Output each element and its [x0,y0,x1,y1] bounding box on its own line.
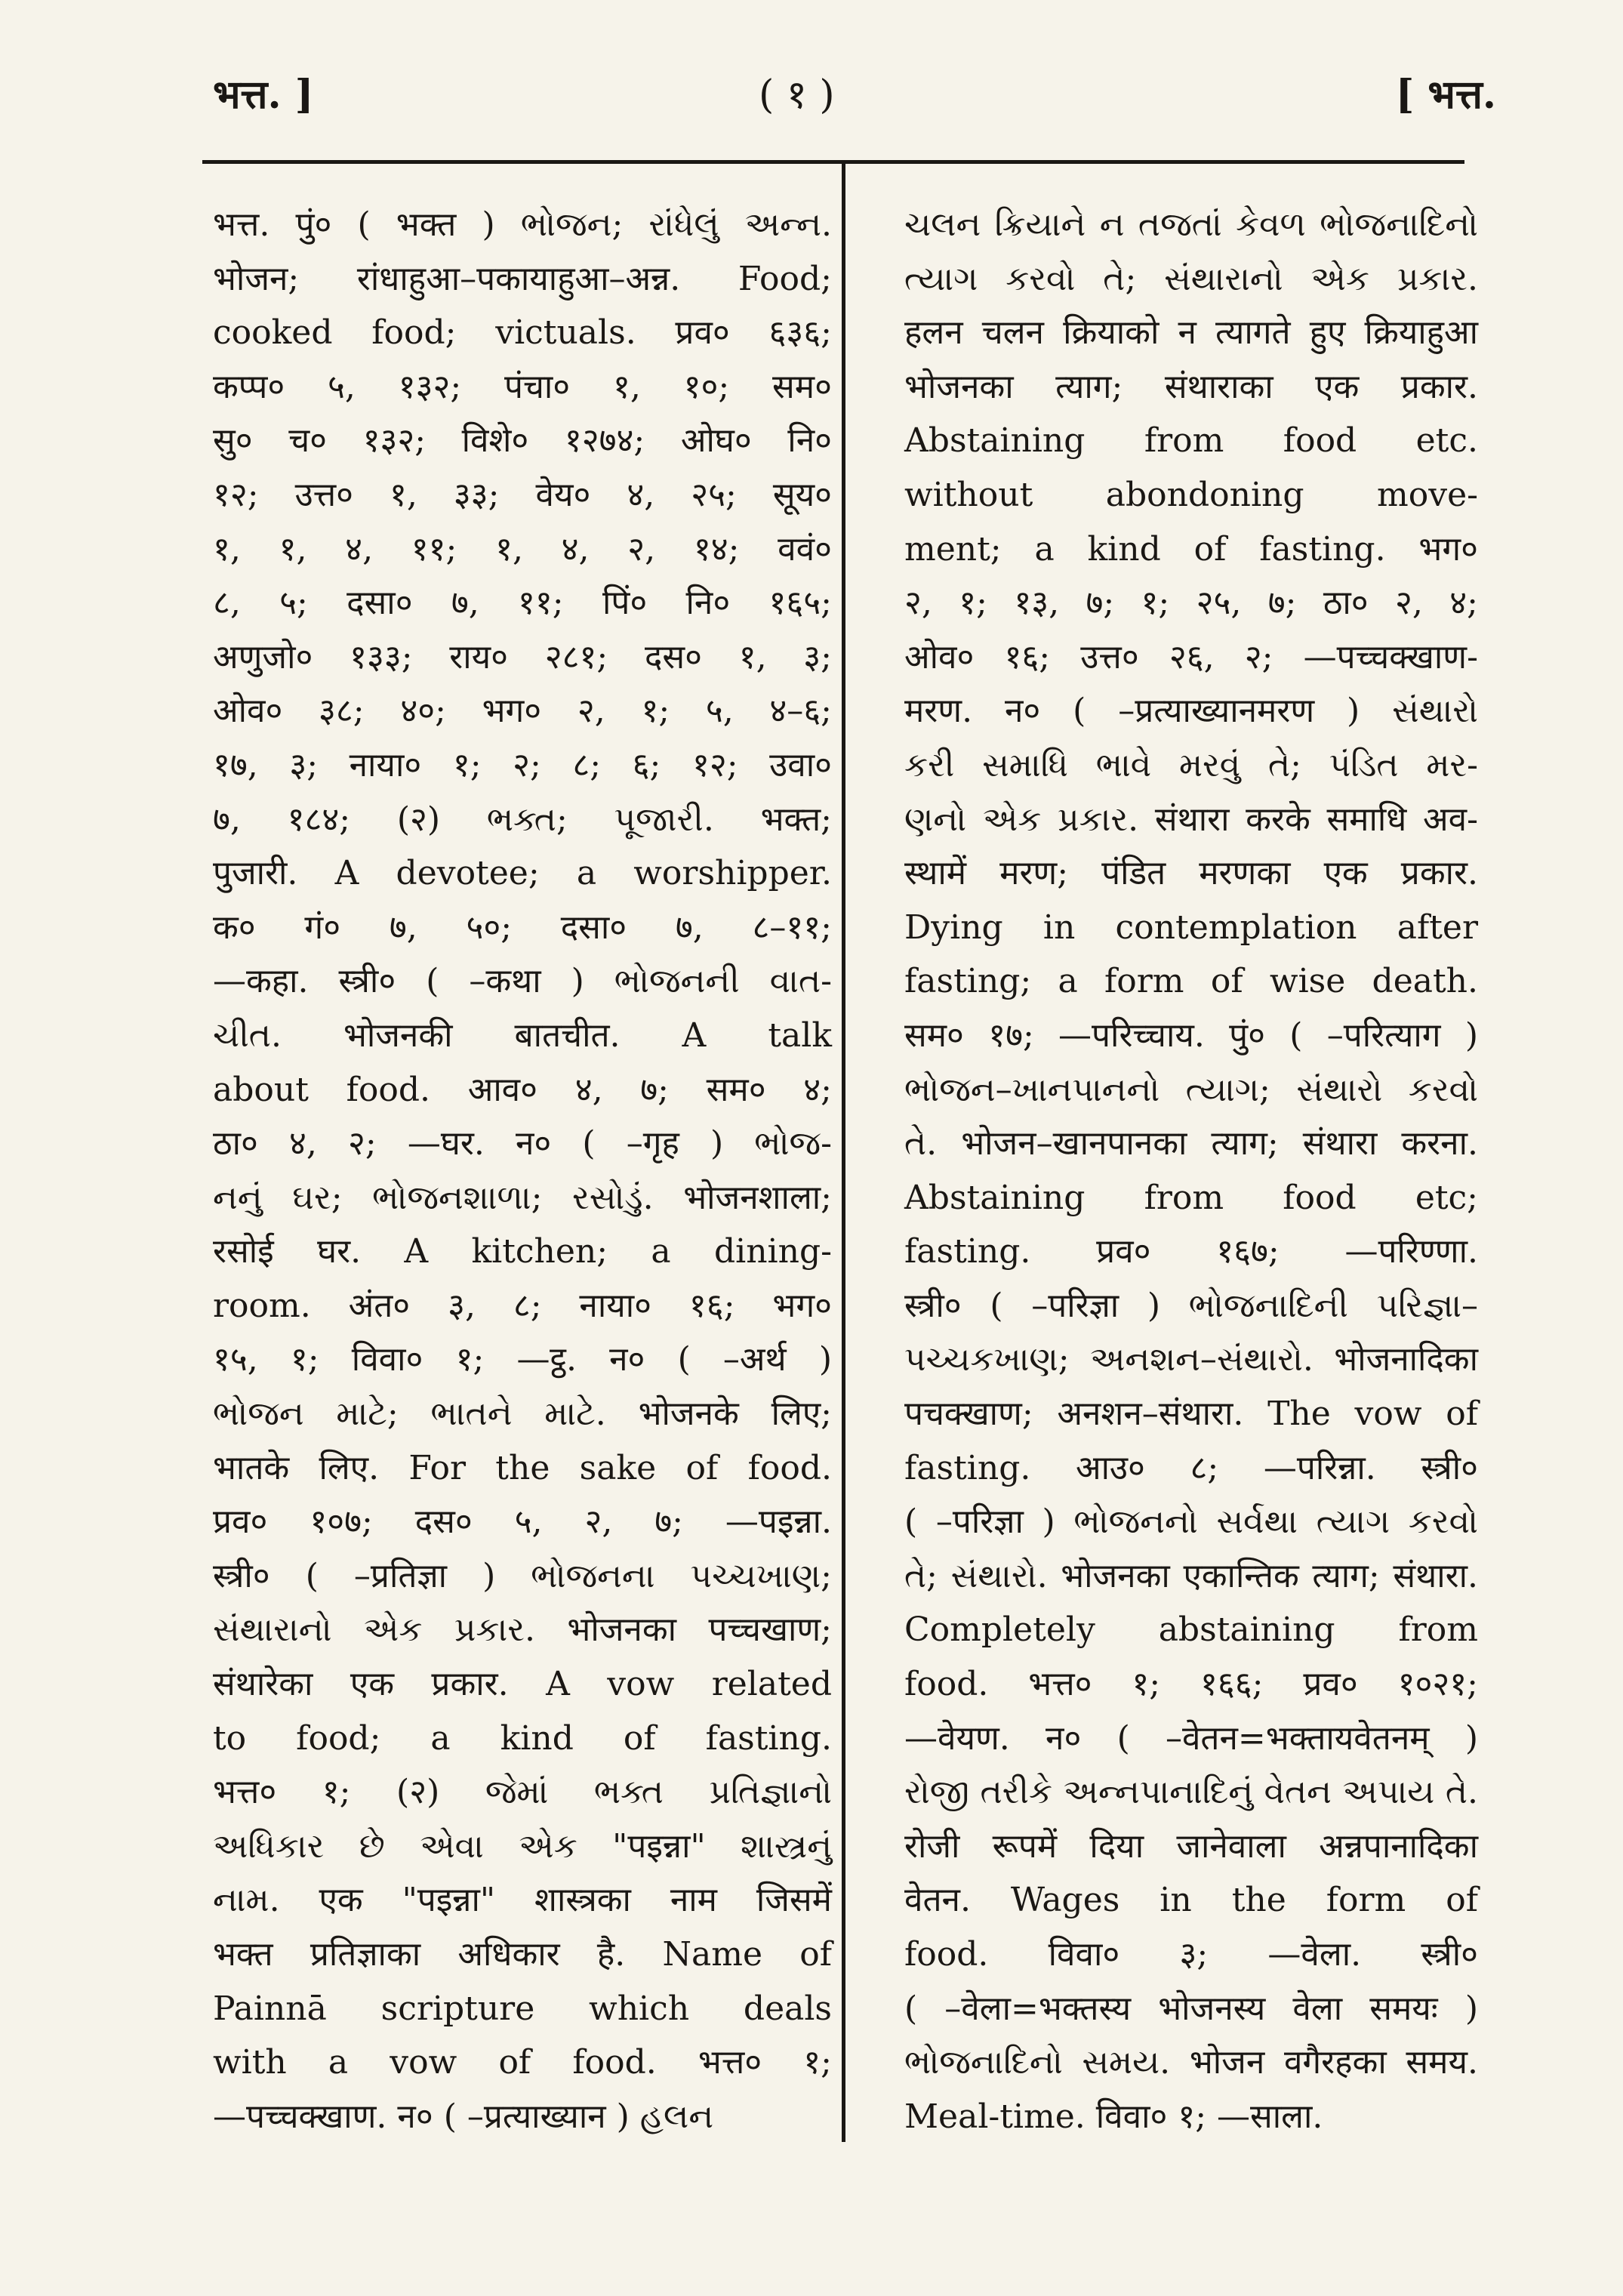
entry-line: वेतन. Wages in the form of [904,1881,1478,1920]
entry-line: અધિકાર છે એવા એક "पइन्ना" શાસ્ત્રનું [213,1826,832,1866]
entry-line: भोजनका त्याग; संथाराका एक प्रकार. [904,367,1478,406]
entry-line: भत्त. पुं० ( भक्त ) ભોજન; રાંધેલું અન્ન. [213,205,832,244]
entry-line: ठा० ४, २; —घर. न० ( –गृह ) ભોજ- [213,1124,832,1163]
header-right-guideword: [ भत्त. [1395,72,1496,118]
entry-line: food. विवा० ३; —वेला. स्त्री० [904,1935,1478,1974]
entry-line: भत्त० १; (२) જેમાં ભક્ત પ્રતિજ્ઞાનો [213,1773,832,1812]
entry-line: fasting. आउ० ८; —परिन्ना. स्त्री० [904,1448,1478,1487]
entry-line: Dying in contemplation after [904,908,1478,947]
entry-line: १, १, ४, ११; १, ४, २, १४; ववं० [213,529,832,569]
entry-line: કરી સમાધિ ભાવે મરવું તે; પંડિત મર- [904,745,1478,784]
header-rule [202,160,1464,164]
entry-line: २, १; १३, ७; १; २५, ७; ठा० २, ४; [904,584,1478,623]
entry-line: १७, ३; नाया० १; २; ८; ६; १२; उवा० [213,745,832,784]
header-left-guideword: भत्त. ] [213,72,314,118]
entry-line: मरण. न० ( –प्रत्याख्यानमरण ) સંથારો [904,692,1478,731]
entry-line: ભોજન–ખાનપાનનો ત્યાગ; સંથારો કરવો [904,1070,1478,1109]
entry-line: —पच्चक्खाण. न० ( –प्रत्याख्यान ) હલન [213,2097,714,2136]
entry-line: રોજી તરીકે અન્નપાનાદિનું વેતન અપાય તે. [904,1773,1478,1812]
entry-line: भक्त प्रतिज्ञाका अधिकार है. Name of [213,1935,832,1974]
entry-line: Abstaining from food etc; [904,1178,1478,1217]
left-column [213,198,832,2143]
entry-line: क० गं० ७, ५०; दसा० ७, ८–११; [213,908,832,947]
entry-line: स्त्री० ( –परिज्ञा ) ભોજનાદિની પરિજ્ઞા– [904,1286,1478,1325]
entry-line: Abstaining from food etc. [904,421,1478,461]
entry-line: भोजन; रांधाहुआ–पकायाहुआ–अन्न. Food; [213,259,832,298]
entry-line: with a vow of food. भत्त० १; [213,2043,832,2082]
entry-line: ચલન ક્રિયાને ન તજતાં કેવળ ભોજનાદિનો [904,205,1478,244]
entry-line: हलन चलन क्रियाको न त्यागते हुए क्रियाहुआ [904,313,1478,353]
entry-line: अणुजो० १३३; राय० २८१; दस० १, ३; [213,637,832,676]
entry-line: ( –परिज्ञा ) ભોજનનો સર્વથા ત્યાગ કરવો [904,1502,1478,1542]
entry-line: ment; a kind of fasting. भग० [904,529,1478,569]
entry-line: without abondoning move- [904,475,1478,514]
entry-line: Painnā scripture which deals [213,1989,832,2028]
entry-line: ભોજનાદિનો સમય. भोजन वगैरहका समय. [904,2043,1478,2082]
entry-line: food. भत्त० १; १६६; प्रव० १०२१; [904,1665,1478,1704]
entry-line: fasting. प्रव० १६७; —परिण्णा. [904,1232,1478,1271]
entry-line: रोजी रूपमें दिया जानेवाला अन्नपानादिका [904,1826,1478,1866]
entry-line: તે; સંથારો. भोजनका एकान्तिक त्याग; संथारा. [904,1556,1478,1595]
entry-line: ओव० १६; उत्त० २६, २; —पच्चक्खाण- [904,637,1478,676]
entry-line: सम० १७; —परिच्चाय. पुं० ( –परित्याग ) [904,1015,1478,1055]
entry-line: ણનો એક પ્રકાર. संथारा करके समाधि अव- [904,800,1478,839]
entry-line: स्त्री० ( –प्रतिज्ञा ) ભોજનના પચ્ચખાણ; [213,1556,832,1595]
entry-line: —वेयण. न० ( –वेतन=भक्तायवेतनम् ) [904,1718,1478,1758]
entry-line: તે. भोजन–खानपानका त्याग; संथारा करना. [904,1124,1478,1163]
right-column [904,198,1478,2143]
entry-line: નામ. एक "पइन्ना" शास्त्रका नाम जिसमें [213,1881,832,1920]
entry-line: ओव० ३८; ४०; भग० २, १; ५, ४–६; [213,692,832,731]
entry-line: १५, १; विवा० १; —ट्ठ. न० ( –अर्थ ) [213,1340,832,1379]
entry-line: कप्प० ५, १३२; पंचा० १, १०; सम० [213,367,832,406]
entry-line: रसोई घर. A kitchen; a dining- [213,1232,832,1271]
entry-line: भातके लिए. For the sake of food. [213,1448,832,1487]
entry-line: ७, १८४; (२) ભક્ત; પૂજારી. भक्त; [213,800,832,839]
entry-line: संथारेका एक प्रकार. A vow related [213,1665,832,1704]
entry-line: ત્યાગ કરવો તે; સંથારાનો એક પ્રકાર. [904,259,1478,298]
entry-line: ચીત. भोजनकी बातचीत. A talk [213,1015,832,1055]
page-number: ( १ ) [759,72,835,118]
entry-line: प्रव० १०७; दस० ५, २, ७; —पइन्ना. [213,1502,832,1542]
entry-line: room. अंत० ३, ८; नाया० १६; भग० [213,1286,832,1325]
entry-line: નનું ઘર; ભોજનશાળા; રસોડું. भोजनशाला; [213,1178,832,1217]
entry-line: ( –वेला=भक्तस्य भोजनस्य वेला समयः ) [904,1989,1478,2028]
entry-line: સંથારાનો એક પ્રકાર. भोजनका पच्चखाण; [213,1610,832,1650]
entry-line: to food; a kind of fasting. [213,1718,832,1758]
entry-line: about food. आव० ४, ७; सम० ४; [213,1070,832,1109]
entry-line: १२; उत्त० १, ३३; वेय० ४, २५; सूय० [213,475,832,514]
entry-line: Completely abstaining from [904,1610,1478,1650]
entry-line: पुजारी. A devotee; a worshipper. [213,854,832,893]
entry-line: सु० च० १३२; विशे० १२७४; ओघ० नि० [213,421,832,461]
entry-line: cooked food; victuals. प्रव० ६३६; [213,313,832,353]
entry-line: Meal-time. विवा० १; —साला. [904,2097,1323,2136]
entry-line: ભોજન માટે; ભાતને માટે. भोजनके लिए; [213,1395,832,1434]
entry-line: —कहा. स्त्री० ( –कथा ) ભોજનની વાત- [213,962,832,1001]
entry-line: पचक्खाण; अनशन–संथारा. The vow of [904,1395,1478,1434]
entry-line: fasting; a form of wise death. [904,962,1478,1001]
entry-line: પચ્ચકખાણ; અનશન–સંથારો. भोजनादिका [904,1340,1478,1379]
entry-line: ८, ५; दसा० ७, ११; पिं० नि० १६५; [213,584,832,623]
entry-line: स्थामें मरण; पंडित मरणका एक प्रकार. [904,854,1478,893]
column-divider [842,164,845,2142]
